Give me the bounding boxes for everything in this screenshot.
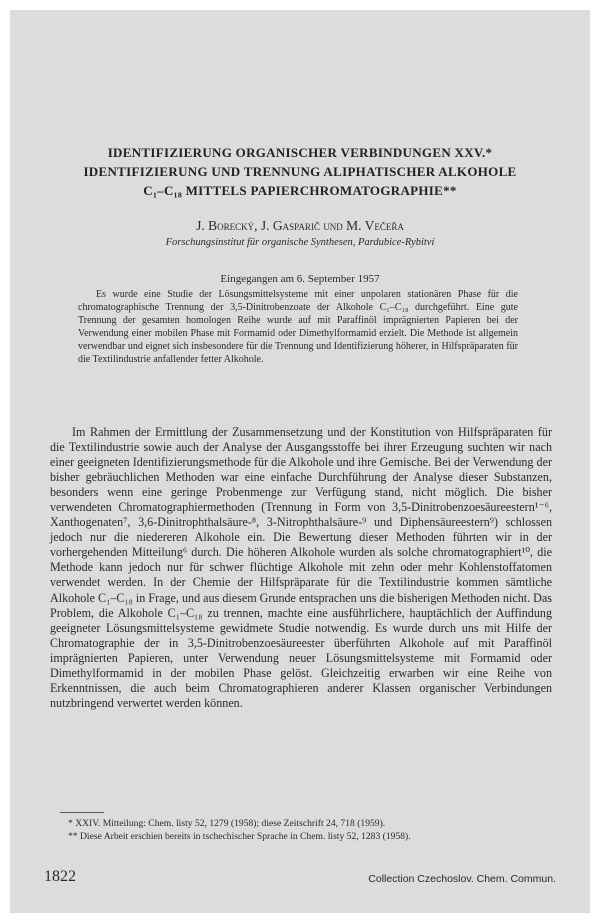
article-title [50,143,550,200]
abstract-text: Es wurde eine Studie der Lösungsmittelsysteme mit einer unpolaren stationären Phase für die chromatographische Trennung der 3,5-Dinitrobenzoate der Alkohole C₁–C₁₈ durchgeführt. Eine gute Trennung der gesamten homologen Reihe wurde auf mit Paraffinöl imprägnierten Papieren bei der Verwendung einer mobilen Phase mit Formamid oder Dimethylformamid erzielt. Die Methode ist allgemein verwendbar und eignet sich insbesondere für die Trennung und Identifizierung höherer, in Hilfspräparaten für die Textilindustrie anfallender fetter Alkohole. [78,289,518,365]
footnote-divider [60,812,104,813]
footnote-2: ** Diese Arbeit erschien bereits in tschechischer Sprache in Chem. listy 52, 1283 (1958). [68,830,411,842]
affiliation: Forschungsinstitut für organische Synthesen, Pardubice-Rybitví [165,237,435,248]
received-date: Eingegangen am 6. September 1957 [220,273,380,285]
journal-name: Collection Czechoslov. Chem. Commun. [368,873,556,885]
title-line-3: C₁–C₁₈ MITTELS PAPIERCHROMATOGRAPHIE** [143,183,457,198]
abstract [78,289,518,366]
footnotes [68,818,558,843]
body-paragraph: Im Rahmen der Ermittlung der Zusammensetzung und der Konstitution von Hilfspräparaten für die Textilindustrie sowie auch der Analyse der Ausgangsstoffe bei ihrer Erzeugung suchten wir nach einer geeigneten Identifizierungsmethode für die Alkohole und ihre Gemische. Bei der Verwendung der bisher gebräuchlichen Methoden war eine einfache Durchführung der Analyse dieser Substanzen, besonders wenn eine geringe Probenmenge zur Verfügung stand, nicht möglich. Die bisher verwendeten Chromatographiermethoden (Trennung in Form von 3,5-Dinitrobenzoesäureestern¹⁻⁶, Xanthogenaten⁷, 3,6-Dinitrophthalsäure-⁸, 3-Nitrophthalsäure-⁹ und Diphensäureestern⁹) schlossen jedoch nur die niedereren Alkohole ein. Die Bewertung dieser Methoden führten wir in der vorhergehenden Mitteilung⁶ durch. Die höheren Alkohole wurden als solche chromatographiert¹⁰, die Methode kann jedoch nur für schwer flüchtige Alkohole mit zehn oder mehr Kohlenstoffatomen verwendet werden. In der Chemie der Hilfspräparate für die Textilindustrie kommen sämtliche Alkohole C₁–C₁₈ in Frage, und aus diesem Grunde entsprachen uns die bisherigen Methoden nicht. Das Problem, die Alkohole C₁–C₁₈ zu trennen, machte eine ausführlichere, hauptächlich der Auffindung geeigneter Lösungsmittelsysteme gewidmete Studie notwendig. Es wurde durch uns mit Hilfe der Chromatographie der in 3,5-Dinitrobenzoesäureester überführten Alkohole auf mit Paraffinöl imprägnierten Papieren, unter Verwendung neuer Lösungsmittelsysteme mit Formamid oder Dimethylformamid in der mobilen Phase gelöst. Gleichzeitig erwarben wir eine Reihe von Erkenntnissen, die auch beim Chromatographieren anderer Klassen organischer Verbindungen nutzbringend verwertet werden können. [50,425,552,710]
body-text [50,425,552,711]
title-line-1: IDENTIFIZIERUNG ORGANISCHER VERBINDUNGEN XXV.* [107,145,493,160]
authors: J. Borecký, J. Gasparič und M. Večeřa [196,218,404,233]
page-number: 1822 [44,868,76,885]
footnote-1: * XXIV. Mitteilung: Chem. listy 52, 1279 (1958); diese Zeitschrift 24, 718 (1959). [68,818,386,829]
journal-page [10,10,590,913]
title-line-2: IDENTIFIZIERUNG UND TRENNUNG ALIPHATISCHER ALKOHOLE [83,164,517,179]
